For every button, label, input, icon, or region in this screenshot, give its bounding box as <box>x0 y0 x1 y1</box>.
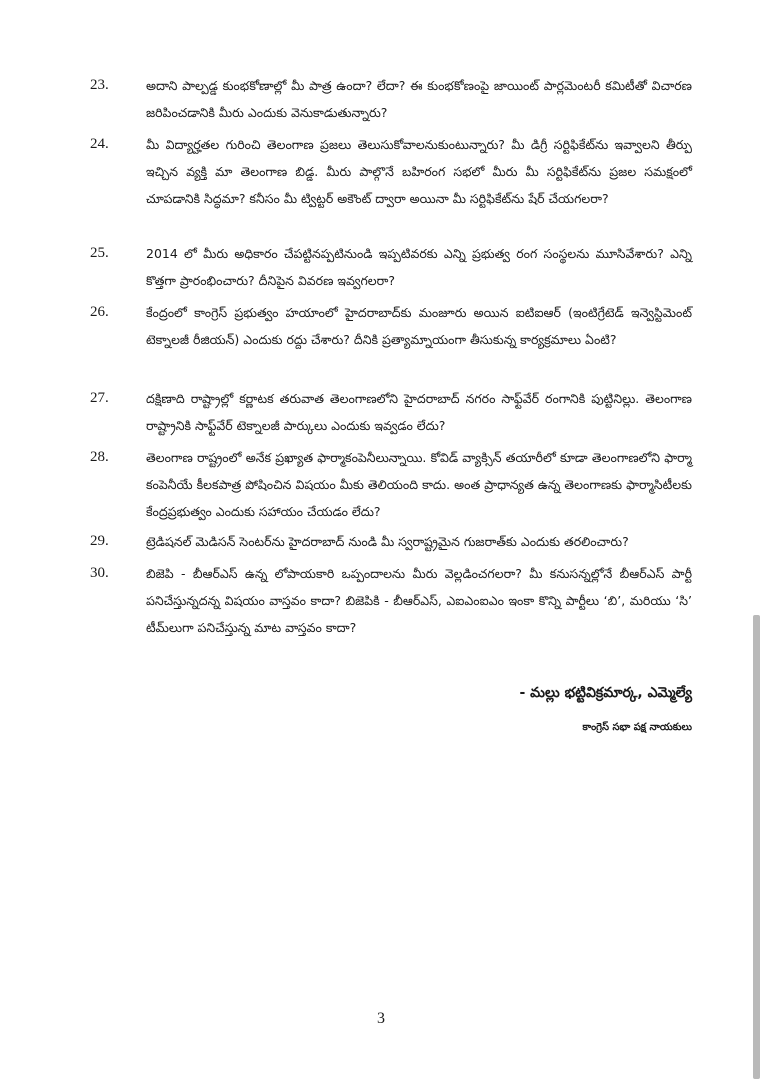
scrollbar[interactable] <box>753 615 760 1079</box>
question-text: ట్రెడిషనల్ మెడిసన్ సెంటర్‌ను హైదరాబాద్ నుండి మీ స్వరాష్ట్రమైన గుజరాత్‌కు ఎందుకు తరలించారు? <box>146 534 629 549</box>
question-number: 30. <box>90 565 109 581</box>
question-text: అదాని పాల్పడ్డ కుంభకోణాల్లో మీ పాత్ర ఉందా? లేదా? ఈ కుంభకోణంపై జాయింట్ పార్లమెంటరీ కమిటీతో విచారణ జరిపించడానికి మీరు ఎందుకు వెనుకాడుతున్నారు? <box>146 78 692 120</box>
page-number: 3 <box>377 1010 385 1027</box>
question-text: దక్షిణాది రాష్ట్రాల్లో కర్ణాటక తరువాత తెలంగాణలోని హైదరాబాద్ నగరం సాఫ్ట్‌వేర్ రంగానికి పుట్టినిల్లు. తెలంగాణ రాష్ట్రానికి సాఫ్ట్‌వేర్ టెక్నాలజీ పార్కులు ఎందుకు ఇవ్వడం లేదు? <box>146 391 692 433</box>
question-text: తెలంగాణ రాష్ట్రంలో అనేక ప్రఖ్యాత ఫార్మాకంపెనీలున్నాయి. కోవిడ్ వ్యాక్సిన్ తయారీలో కూడా తెలంగాణలోని ఫార్మా కంపెనీయే కీలకపాత్ర పోషించిన విషయం మీకు తెలియంది కాదు. అంత ప్రాధాన్యత ఉన్న తెలంగాణకు ఫార్మాసిటీలకు కేంద్రప్రభుత్వం ఎందుకు సహాయం చేయడం లేదు? <box>146 450 692 519</box>
question-number: 27. <box>90 390 109 406</box>
question-text: 2014 లో మీరు అధికారం చేపట్టినప్పటినుండి ఇప్పటివరకు ఎన్ని ప్రభుత్వ రంగ సంస్థలను మూసివేశారు? ఎన్ని కొత్తగా ప్రారంభించారు? దీనిపైన వివరణ ఇవ్వగలరా? <box>146 246 692 288</box>
question-number: 26. <box>90 304 109 320</box>
question-text: బిజెపి - బీఆర్ఎస్ ఉన్న లోపాయకారి ఒప్పందాలను మీరు వెల్లడించగలరా? మీ కనుసన్నల్లోనే బీఆర్ఎస్ పార్టీ పనిచేస్తున్నదన్న విషయం వాస్తవం కాదా? బిజెపికి - బీఆర్ఎస్, ఎఐఎంఐఎం ఇంకా కొన్ని పార్టీలు ‘బి’, మరియు ‘సి’ టీమ్‌లుగా పనిచేస్తున్న మాట వాస్తవం కాదా? <box>146 566 692 635</box>
signature-designation: కాంగ్రెస్ సభా పక్ష నాయకులు <box>582 722 692 733</box>
question-number: 29. <box>90 533 109 549</box>
question-number: 28. <box>90 449 109 465</box>
question-number: 25. <box>90 245 109 261</box>
question-number: 24. <box>90 136 109 152</box>
question-number: 23. <box>90 77 109 93</box>
signature-name: - మల్లు భట్టివిక్రమార్క, ఎమ్మెల్యే <box>519 685 692 701</box>
question-text: కేంద్రంలో కాంగ్రెస్ ప్రభుత్వం హయాంలో హైదరాబాద్‌కు మంజూరు అయిన ఐటిఐఆర్ (ఇంటిగ్రేటెడ్ ఇన్వెస్టిమెంట్ టెక్నాలజీ రీజియన్) ఎందుకు రద్దు చేశారు? దీనికి ప్రత్యామ్నాయంగా తీసుకున్న కార్యక్రమాలు ఏంటి? <box>146 305 692 347</box>
question-text: మీ విద్యార్హతల గురించి తెలంగాణ ప్రజలు తెలుసుకోవాలనుకుంటున్నారు? మీ డిగ్రీ సర్టిఫికేట్‌ను ఇవ్వాలని తీర్పు ఇచ్చిన వ్యక్తి మా తెలంగాణ బిడ్డ. మీరు పాల్గొనే బహిరంగ సభలో మీరు మీ సర్టిఫికేట్‌ను ప్రజల సమక్షంలో చూపడానికి సిద్ధమా? కనీసం మీ ట్విట్టర్ అకౌంట్ ద్వారా అయినా మీ సర్టిఫికేట్‌ను షేర్ చేయగలరా? <box>146 137 692 206</box>
